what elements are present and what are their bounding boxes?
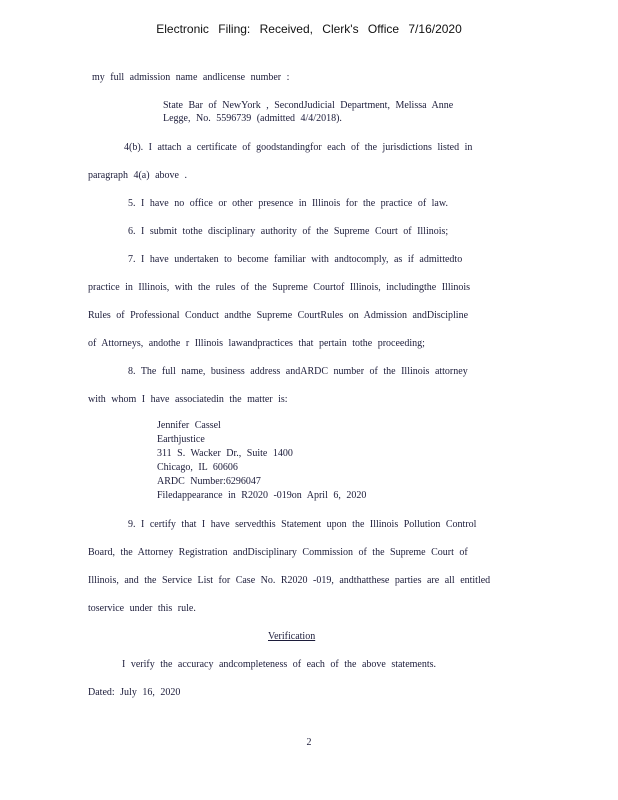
paragraph-9-line-4: toservice under this rule. bbox=[88, 603, 196, 614]
paragraph-9-line-3: Illinois, and the Service List for Case No. R2020 -019, andthatthese parties are all entitled bbox=[88, 575, 491, 586]
attorney-street-address: 311 S. Wacker Dr., Suite 1400 bbox=[157, 448, 293, 459]
attorney-city: Chicago, IL 60606 bbox=[157, 462, 238, 473]
paragraph-6: 6. I submit tothe disciplinary authority of the Supreme Court of Illinois; bbox=[128, 226, 449, 237]
dated-line: Dated: July 16, 2020 bbox=[88, 687, 181, 698]
verification-heading: Verification bbox=[268, 631, 316, 642]
attorney-filed-appearance: Filedappearance in R2020 -019on April 6, 2020 bbox=[157, 490, 367, 501]
paragraph-7-line-4: of Attorneys, andothe r Illinois lawandpractices that pertain tothe proceeding; bbox=[88, 338, 425, 349]
paragraph-4b-line-2: paragraph 4(a) above . bbox=[88, 170, 187, 181]
attorney-name: Jennifer Cassel bbox=[157, 420, 221, 431]
verification-statement: I verify the accuracy andcompleteness of each of the above statements. bbox=[122, 659, 437, 670]
paragraph-7-line-1: 7. I have undertaken to become familiar with andtocomply, as if admittedto bbox=[128, 254, 463, 265]
paragraph-7-line-3: Rules of Professional Conduct andthe Supreme CourtRules on Admission andDiscipline bbox=[88, 310, 469, 321]
filing-header: Electronic Filing: Received, Clerk's Office 7/16/2020 bbox=[156, 22, 462, 36]
attorney-organization: Earthjustice bbox=[157, 434, 205, 445]
paragraph-7-line-2: practice in Illinois, with the rules of the Supreme Courtof Illinois, includingthe Illinois bbox=[88, 282, 471, 293]
paragraph-4-tail: my full admission name andlicense number : bbox=[92, 72, 290, 83]
paragraph-4b-line-1: 4(b). I attach a certificate of goodstandingfor each of the jurisdictions listed in bbox=[124, 142, 473, 153]
paragraph-9-line-1: 9. I certify that I have servedthis Statement upon the Illinois Pollution Control bbox=[128, 519, 477, 530]
paragraph-8-line-2: with whom I have associatedin the matter is: bbox=[88, 394, 288, 405]
paragraph-8-line-1: 8. The full name, business address andARDC number of the Illinois attorney bbox=[128, 366, 468, 377]
page-number: 2 bbox=[306, 737, 312, 748]
paragraph-5: 5. I have no office or other presence in Illinois for the practice of law. bbox=[128, 198, 448, 209]
attorney-ardc-number: ARDC Number:6296047 bbox=[157, 476, 261, 487]
bar-admission-line-1: State Bar of NewYork , SecondJudicial Department, Melissa Anne bbox=[163, 100, 454, 111]
paragraph-9-line-2: Board, the Attorney Registration andDisciplinary Commission of the Supreme Court of bbox=[88, 547, 468, 558]
bar-admission-line-2: Legge, No. 5596739 (admitted 4/4/2018). bbox=[163, 113, 342, 124]
